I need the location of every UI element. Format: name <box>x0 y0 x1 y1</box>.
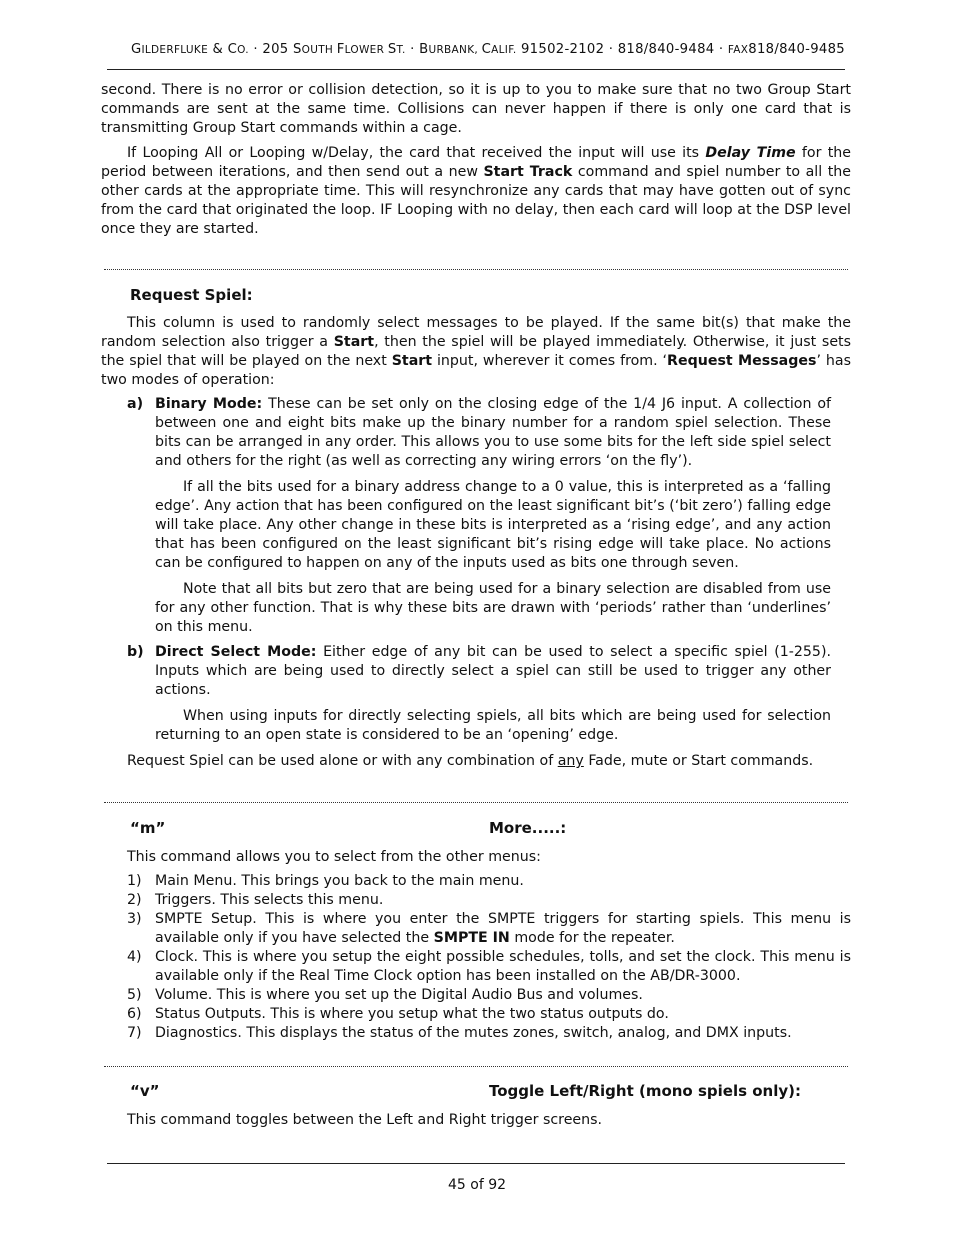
list-item: 3) SMPTE Setup. This is where you enter the SMPTE triggers for starting spiels. This menu is available only if you have selected the SMPTE IN mode for the repeater. <box>127 911 851 946</box>
direct-select-paragraph-2: When using inputs for directly selecting spiels, all bits which are being used for selection returning to an open state is considered to be an ‘opening’ edge. <box>155 708 831 743</box>
section-divider <box>104 1066 848 1067</box>
section-divider <box>104 269 848 270</box>
command-key-m: “m” <box>130 819 166 837</box>
intro-section <box>101 81 851 239</box>
list-item: 4) Clock. This is where you setup the eight possible schedules, tolls, and set the clock. This menu is available only if the Real Time Clock option has been installed on the AB/DR-3000. <box>127 949 851 984</box>
section-heading-request-spiel: Request Spiel: <box>130 286 253 304</box>
section-divider <box>104 802 848 803</box>
intro-paragraph-2: If Looping All or Looping w/Delay, the card that received the input will use its Delay Time for the period between iterations, and then send out a new Start Track command and spiel number to all the other cards at the appropriate time. This will resynchronize any cards that may have gotten out of sync from the card that originated the loop. IF Looping with no delay, then each card will loop at the DSP level once they are started. <box>101 145 851 237</box>
list-item: 2) Triggers. This selects this menu. <box>127 892 384 908</box>
page-header: GILDERFLUKE & CO. · 205 SOUTH FLOWER ST. · BURBANK, CALIF. 91502-2102 · 818/840-9484 · FAX818/840-9485 <box>107 40 845 70</box>
more-section <box>101 848 851 1043</box>
footer-rule <box>107 1163 845 1164</box>
request-spiel-intro: This column is used to randomly select messages to be played. If the same bit(s) that make the random selection also trigger a Start, then the spiel will be played immediately. Otherwise, it just sets the spiel that will be played on the next Start input, wherever it comes from. ‘Request Messages’ has two modes of operation: <box>101 315 852 388</box>
section-heading-toggle: Toggle Left/Right (mono spiels only): <box>489 1082 801 1100</box>
intro-paragraph-1: second. There is no error or collision detection, so it is up to you to make sure that no two Group Start commands are sent at the same time. Collisions can never happen if there is only one card that is transmitting Group Start commands within a cage. <box>101 82 851 136</box>
request-spiel-closing: Request Spiel can be used alone or with any combination of any Fade, mute or Start commands. <box>127 753 814 769</box>
request-spiel-section <box>101 314 851 771</box>
command-key-v: “v” <box>130 1082 160 1100</box>
binary-mode-item: a) Binary Mode: These can be set only on the closing edge of the 1/4 J6 input. A collection of between one and eight bits make up the binary number for a random spiel selection. These bits can be arranged in any order. This allows you to use some bits for the left side spiel select and others for the right (as well as correcting any wiring errors ‘on the fly’). <box>127 396 831 469</box>
binary-mode-paragraph-2: If all the bits used for a binary address change to a 0 value, this is interpreted as a ‘falling edge’. Any action that has been configured on the least significant bit’s (‘bit zero’) falling edge will take place. Any other change in these bits is interpreted as a ‘rising edge’, and any action that has been configured on the least significant bit’s rising edge will take place. No actions can be configured to happen on any of the inputs used as bits one through seven. <box>155 479 831 571</box>
page-number: 45 of 92 <box>447 1177 507 1193</box>
list-item: 7) Diagnostics. This displays the status of the mutes zones, switch, analog, and DMX inputs. <box>127 1025 792 1041</box>
list-item: 6) Status Outputs. This is where you setup what the two status outputs do. <box>127 1006 669 1022</box>
binary-mode-paragraph-3: Note that all bits but zero that are being used for a binary selection are disabled from use for any other function. That is why these bits are drawn with ‘periods’ rather than ‘underlines’ on this menu. <box>155 581 831 635</box>
list-item: 1) Main Menu. This brings you back to the main menu. <box>127 873 524 889</box>
more-intro: This command allows you to select from the other menus: <box>127 849 541 865</box>
direct-select-item: b) Direct Select Mode: Either edge of any bit can be used to select a specific spiel (1-255). Inputs which are being used to directly select a spiel can still be used to trigger any other actions. <box>127 644 832 698</box>
toggle-section <box>101 1111 851 1130</box>
section-heading-more: More.....: <box>489 819 567 837</box>
more-menu-list <box>101 872 851 1043</box>
toggle-description: This command toggles between the Left and Right trigger screens. <box>127 1112 603 1128</box>
list-item: 5) Volume. This is where you set up the Digital Audio Bus and volumes. <box>127 987 643 1003</box>
